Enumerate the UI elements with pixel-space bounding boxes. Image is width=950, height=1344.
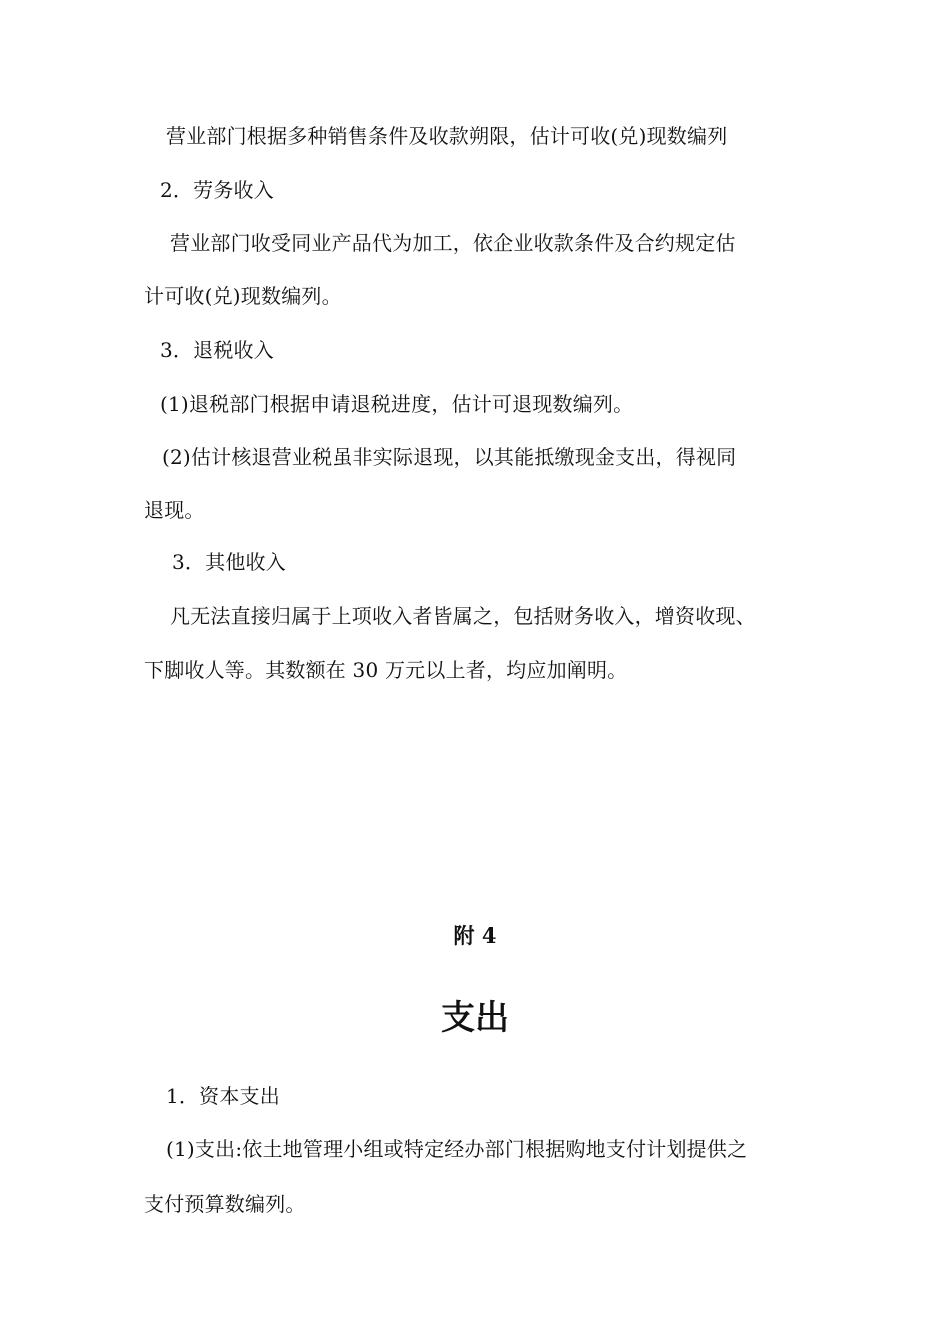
- paragraph-line: 营业部门收受同业产品代为加工，依企业收款条件及合约规定估: [170, 231, 736, 255]
- item-heading-labor-income: 2．劳务收入: [160, 178, 274, 202]
- section-title: 支出: [441, 998, 509, 1038]
- paragraph-line: (1)退税部门根据申请退税进度，估计可退现数编列。: [160, 392, 634, 416]
- paragraph-line: (2)估计核退营业税虽非实际退现，以其能抵缴现金支出，得视同: [162, 445, 737, 469]
- appendix-label: 附 4: [453, 923, 497, 948]
- item-heading-other-income: 3．其他收入: [172, 550, 286, 574]
- paragraph-line: 营业部门根据多种销售条件及收款朔限，估计可收(兑)现数编列: [166, 124, 728, 148]
- paragraph-line: 凡无法直接归属于上项收入者皆属之，包括财务收入，增资收现、: [170, 604, 756, 628]
- item-heading-tax-refund-income: 3．退税收入: [160, 338, 274, 362]
- paragraph-line: 计可收(兑)现数编列。: [144, 284, 342, 308]
- paragraph-line: 退现。: [144, 498, 205, 522]
- paragraph-line: (1)支出:依土地管理小组或特定经办部门根据购地支付计划提供之: [166, 1137, 748, 1161]
- item-heading-capital-expenditure: 1．资本支出: [166, 1084, 280, 1108]
- paragraph-line: 支付预算数编列。: [144, 1192, 306, 1216]
- paragraph-line: 下脚收人等。其数额在 30 万元以上者，均应加阐明。: [144, 658, 628, 682]
